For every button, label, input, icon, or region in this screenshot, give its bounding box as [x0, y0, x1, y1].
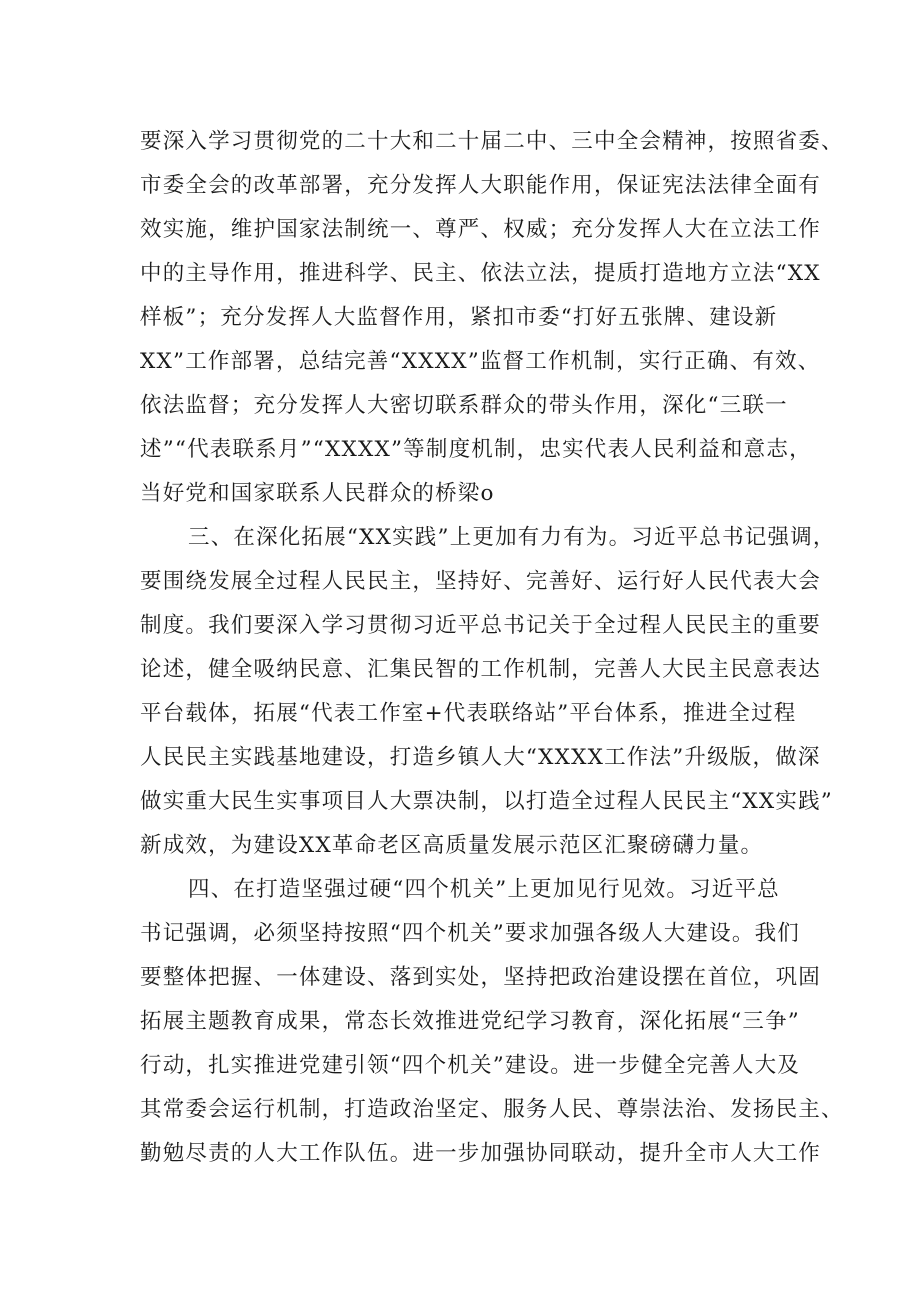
text-line: 拓展主题教育成果，常态长效推进党纪学习教育，深化拓展“三争” [140, 1009, 800, 1034]
text-line: 中的主导作用，推进科学、民主、依法立法，提质打造地方立法“XX [140, 261, 821, 286]
text-line: 当好党和国家联系人民群众的桥梁o [140, 481, 495, 506]
text-line: 勤勉尽责的人大工作队伍。进一步加强协同联动，提升全市人大工作 [140, 1141, 822, 1166]
text-line: 其常委会运行机制，打造政治坚定、服务人民、尊崇法治、发扬民主、 [140, 1097, 844, 1122]
text-line: 人民民主实践基地建设，打造乡镇人大“XXXX工作法”升级版，做深 [140, 745, 821, 770]
section-heading-three: 三、在深化拓展“XX实践”上更加有力有为。习近平总书记强调， [188, 525, 836, 550]
text-line: 要深入学习贯彻党的二十大和二十届二中、三中全会精神，按照省委、 [140, 129, 844, 154]
text-line: 市委全会的改革部署，充分发挥人大职能作用，保证宪法法律全面有 [140, 173, 822, 198]
text-line: 新成效，为建设XX革命老区高质量发展示范区汇聚磅礴力量。 [140, 833, 764, 858]
text-line: 效实施，维护国家法制统一、尊严、权威；充分发挥人大在立法工作 [140, 217, 822, 242]
text-line: 述”“代表联系月”“XXXX”等制度机制，忠实代表人民利益和意志， [140, 437, 812, 462]
text-line: 依法监督；充分发挥人大密切联系群众的带头作用，深化“三联一 [140, 393, 788, 418]
text-line: 书记强调，必须坚持按照“四个机关”要求加强各级人大建设。我们 [140, 921, 800, 946]
text-line: 行动，扎实推进党建引领“四个机关”建设。进一步健全完善人大及 [140, 1053, 800, 1078]
text-line: 论述，健全吸纳民意、汇集民智的工作机制，完善人大民主民意表达 [140, 657, 822, 682]
text-line: 要围绕发展全过程人民民主，坚持好、完善好、运行好人民代表大会 [140, 569, 822, 594]
text-line: 要整体把握、一体建设、落到实处，坚持把政治建设摆在首位，巩固 [140, 965, 822, 990]
text-line: 制度。我们要深入学习贯彻习近平总书记关于全过程人民民主的重要 [140, 613, 822, 638]
text-line: XX”工作部署，总结完善“XXXX”监督工作机制，实行正确、有效、 [140, 349, 821, 374]
text-line: 做实重大民生实事项目人大票决制，以打造全过程人民民主“XX实践” [140, 789, 833, 814]
section-heading-four: 四、在打造坚强过硬“四个机关”上更加见行见效。习近平总 [188, 877, 780, 902]
text-line: 平台载体，拓展“代表工作室+代表联络站”平台体系，推进全过程 [140, 701, 797, 726]
text-line: 样板”；充分发挥人大监督作用，紧扣市委“打好五张牌、建设新 [140, 305, 778, 330]
